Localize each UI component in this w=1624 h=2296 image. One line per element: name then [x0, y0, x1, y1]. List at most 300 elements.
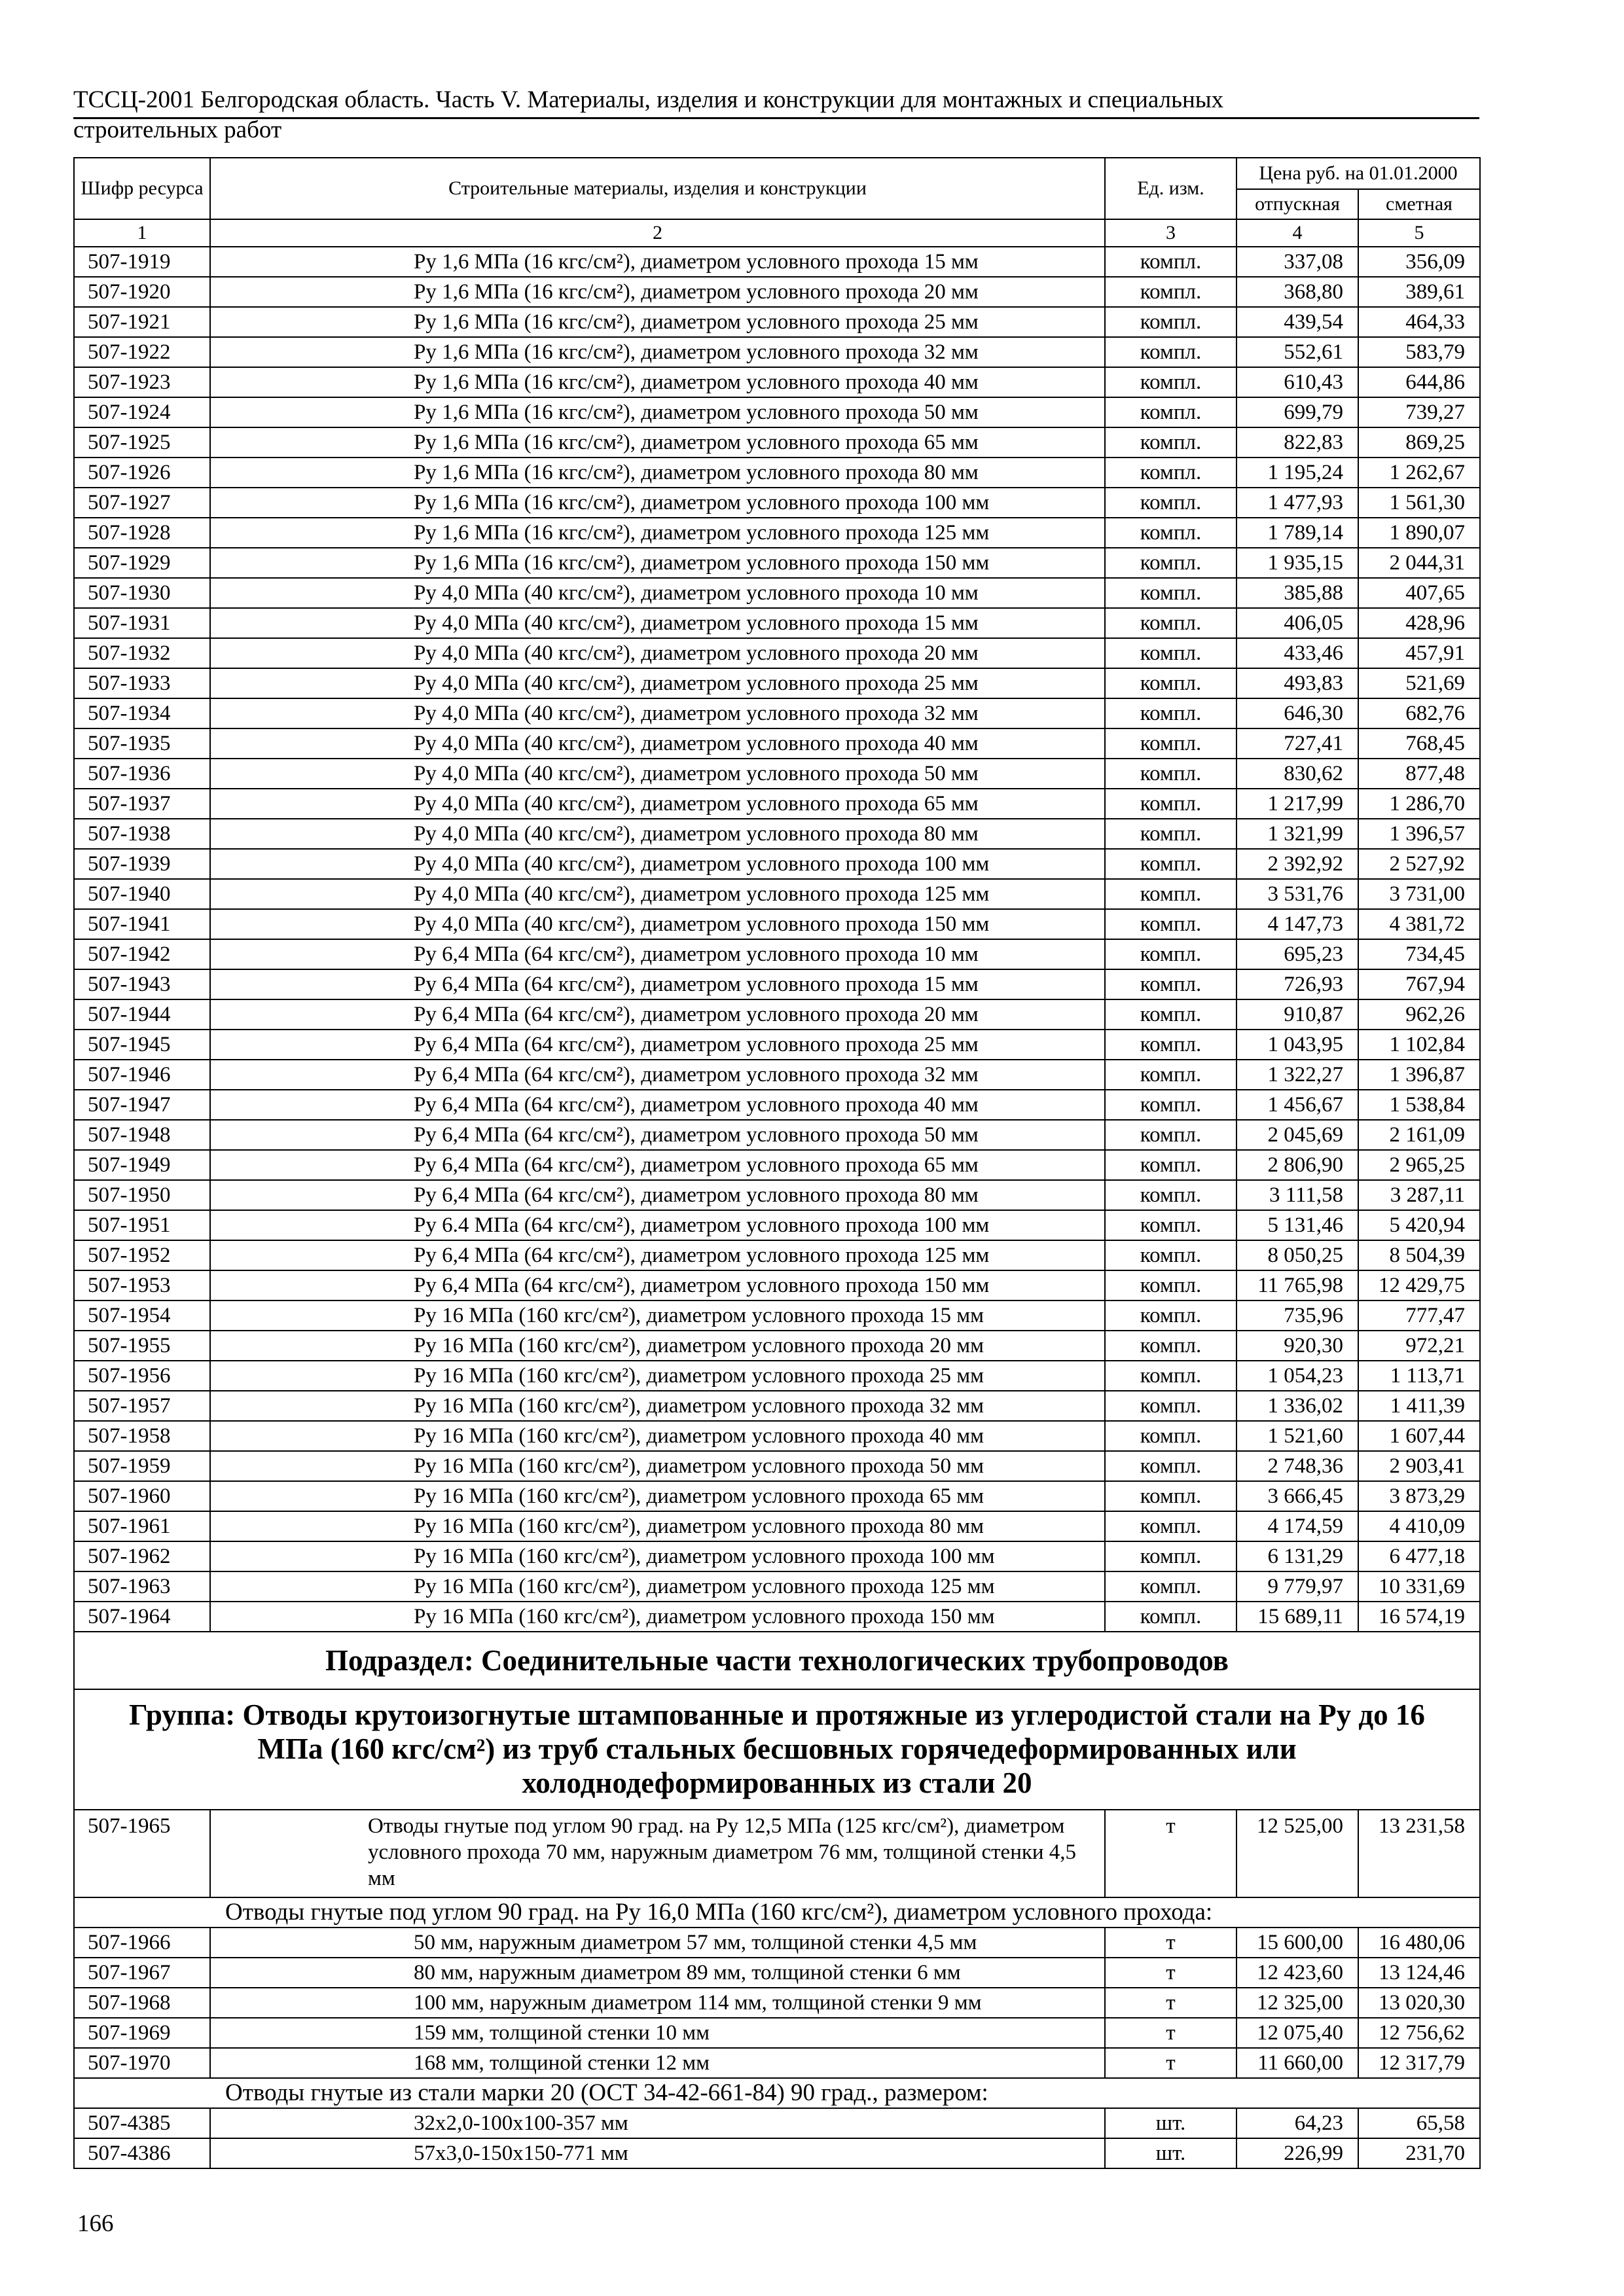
table-row [74, 1300, 1480, 1331]
resource-code: 507-1925 [74, 427, 210, 457]
estimate-price: 1 286,70 [1358, 789, 1480, 819]
release-price: 695,23 [1236, 939, 1358, 969]
table-row [74, 1210, 1480, 1240]
group-title: Группа: Отводы крутоизогнутые штампованные и протяжные из углеродистой стали на Ру до 16 МПа (160 кгс/см²) из труб стальных бесшовных горячедеформированных или холоднодеформированных из стали 20 [74, 1689, 1480, 1810]
unit-of-measure: шт. [1105, 2108, 1236, 2138]
release-price: 1 935,15 [1236, 548, 1358, 578]
table-row [74, 819, 1480, 849]
resource-code: 507-1970 [74, 2048, 210, 2078]
table-row [74, 1481, 1480, 1511]
release-price: 1 054,23 [1236, 1361, 1358, 1391]
unit-of-measure: компл. [1105, 1210, 1236, 1240]
table-row [74, 1988, 1480, 2018]
table-body-2 [74, 1928, 1480, 2078]
release-price: 4 174,59 [1236, 1511, 1358, 1541]
table-row [74, 2138, 1480, 2168]
table-row [74, 397, 1480, 427]
table-row [74, 578, 1480, 608]
resource-name: Ру 1,6 МПа (16 кгс/см²), диаметром условного прохода 100 мм [210, 488, 1105, 518]
estimate-price: 8 504,39 [1358, 1240, 1480, 1270]
release-price: 226,99 [1236, 2138, 1358, 2168]
resource-name: Ру 6,4 МПа (64 кгс/см²), диаметром условного прохода 10 мм [210, 939, 1105, 969]
table-row [74, 367, 1480, 397]
resource-name: Ру 16 МПа (160 кгс/см²), диаметром условного прохода 20 мм [210, 1331, 1105, 1361]
header-unit: Ед. изм. [1105, 158, 1236, 219]
release-price: 2 748,36 [1236, 1451, 1358, 1481]
resource-name: Ру 4,0 МПа (40 кгс/см²), диаметром условного прохода 125 мм [210, 879, 1105, 909]
column-number: 1 [74, 219, 210, 247]
resource-name: Отводы гнутые под углом 90 град. на Ру 12,5 МПа (125 кгс/см²), диаметром условного прохода 70 мм, наружным диаметром 76 мм, толщиной стенки 4,5 мм [210, 1810, 1105, 1897]
release-price: 385,88 [1236, 578, 1358, 608]
estimate-price: 65,58 [1358, 2108, 1480, 2138]
estimate-price: 1 607,44 [1358, 1421, 1480, 1451]
resource-name: 50 мм, наружным диаметром 57 мм, толщиной стенки 4,5 мм [210, 1928, 1105, 1958]
estimate-price: 777,47 [1358, 1300, 1480, 1331]
unit-of-measure: компл. [1105, 969, 1236, 999]
estimate-price: 2 965,25 [1358, 1150, 1480, 1180]
resource-name: Ру 4,0 МПа (40 кгс/см²), диаметром условного прохода 15 мм [210, 608, 1105, 638]
release-price: 15 689,11 [1236, 1602, 1358, 1632]
resource-name: Ру 16 МПа (160 кгс/см²), диаметром условного прохода 25 мм [210, 1361, 1105, 1391]
release-price: 12 525,00 [1236, 1810, 1358, 1897]
unit-of-measure: компл. [1105, 1361, 1236, 1391]
table-row [74, 879, 1480, 909]
resource-name: Ру 4,0 МПа (40 кгс/см²), диаметром условного прохода 32 мм [210, 698, 1105, 728]
unit-of-measure: компл. [1105, 909, 1236, 939]
resource-name: Ру 1,6 МПа (16 кгс/см²), диаметром условного прохода 32 мм [210, 337, 1105, 367]
estimate-price: 877,48 [1358, 759, 1480, 789]
resource-code: 507-1968 [74, 1988, 210, 2018]
table-row [74, 1240, 1480, 1270]
resource-code: 507-1921 [74, 307, 210, 337]
resource-name: 159 мм, толщиной стенки 10 мм [210, 2018, 1105, 2048]
resource-name: Ру 6,4 МПа (64 кгс/см²), диаметром условного прохода 65 мм [210, 1150, 1105, 1180]
estimate-price: 16 574,19 [1358, 1602, 1480, 1632]
estimate-price: 2 161,09 [1358, 1120, 1480, 1150]
unit-of-measure: компл. [1105, 1391, 1236, 1421]
estimate-price: 3 873,29 [1358, 1481, 1480, 1511]
estimate-price: 13 124,46 [1358, 1958, 1480, 1988]
release-price: 830,62 [1236, 759, 1358, 789]
table-row [74, 1958, 1480, 1988]
resource-code: 507-1966 [74, 1928, 210, 1958]
estimate-price: 13 231,58 [1358, 1810, 1480, 1897]
estimate-price: 869,25 [1358, 427, 1480, 457]
resource-code: 507-1955 [74, 1331, 210, 1361]
release-price: 439,54 [1236, 307, 1358, 337]
table-row [74, 638, 1480, 668]
resource-code: 507-1961 [74, 1511, 210, 1541]
resource-code: 507-1969 [74, 2018, 210, 2048]
table-row [74, 759, 1480, 789]
page-number: 166 [77, 2210, 114, 2237]
group-caption: Отводы гнутые из стали марки 20 (ОСТ 34-42-661-84) 90 град., размером: [74, 2078, 1480, 2108]
resource-code: 507-1932 [74, 638, 210, 668]
estimate-price: 3 731,00 [1358, 879, 1480, 909]
header-price: Цена руб. на 01.01.2000 [1236, 158, 1480, 189]
resource-name: Ру 1,6 МПа (16 кгс/см²), диаметром условного прохода 65 мм [210, 427, 1105, 457]
resource-name: Ру 4,0 МПа (40 кгс/см²), диаметром условного прохода 40 мм [210, 728, 1105, 759]
header-code: Шифр ресурса [74, 158, 210, 219]
estimate-price: 3 287,11 [1358, 1180, 1480, 1210]
resource-name: Ру 6.4 МПа (64 кгс/см²), диаметром условного прохода 100 мм [210, 1210, 1105, 1240]
resource-name: Ру 1,6 МПа (16 кгс/см²), диаметром условного прохода 15 мм [210, 247, 1105, 277]
resource-code: 507-1941 [74, 909, 210, 939]
resource-name: Ру 6,4 МПа (64 кгс/см²), диаметром условного прохода 80 мм [210, 1180, 1105, 1210]
release-price: 11 765,98 [1236, 1270, 1358, 1300]
group-caption-row [74, 2078, 1480, 2108]
table-row [74, 1060, 1480, 1090]
release-price: 1 043,95 [1236, 1030, 1358, 1060]
estimate-price: 2 903,41 [1358, 1451, 1480, 1481]
unit-of-measure: компл. [1105, 939, 1236, 969]
resource-name: Ру 4,0 МПа (40 кгс/см²), диаметром условного прохода 150 мм [210, 909, 1105, 939]
table-header-row [74, 158, 1480, 189]
resource-code: 507-1948 [74, 1120, 210, 1150]
subsection-row [74, 1632, 1480, 1689]
price-table [73, 157, 1479, 2169]
release-price: 1 456,67 [1236, 1090, 1358, 1120]
resource-name: Ру 6,4 МПа (64 кгс/см²), диаметром условного прохода 40 мм [210, 1090, 1105, 1120]
table-row [74, 307, 1480, 337]
resource-name: Ру 4,0 МПа (40 кгс/см²), диаметром условного прохода 10 мм [210, 578, 1105, 608]
estimate-price: 1 890,07 [1358, 518, 1480, 548]
resource-code: 507-1936 [74, 759, 210, 789]
release-price: 3 531,76 [1236, 879, 1358, 909]
estimate-price: 16 480,06 [1358, 1928, 1480, 1958]
table-row [74, 789, 1480, 819]
release-price: 337,08 [1236, 247, 1358, 277]
unit-of-measure: компл. [1105, 1602, 1236, 1632]
estimate-price: 682,76 [1358, 698, 1480, 728]
resource-code: 507-1928 [74, 518, 210, 548]
unit-of-measure: компл. [1105, 1300, 1236, 1331]
resource-code: 507-1927 [74, 488, 210, 518]
unit-of-measure: компл. [1105, 668, 1236, 698]
table-row [74, 1391, 1480, 1421]
header-release-price: отпускная [1236, 189, 1358, 219]
estimate-price: 464,33 [1358, 307, 1480, 337]
unit-of-measure: компл. [1105, 1571, 1236, 1602]
resource-name: 80 мм, наружным диаметром 89 мм, толщиной стенки 6 мм [210, 1958, 1105, 1988]
unit-of-measure: т [1105, 1810, 1236, 1897]
resource-code: 507-1919 [74, 247, 210, 277]
resource-code: 507-4385 [74, 2108, 210, 2138]
release-price: 64,23 [1236, 2108, 1358, 2138]
resource-code: 507-1946 [74, 1060, 210, 1090]
resource-name: 32х2,0-100х100-357 мм [210, 2108, 1105, 2138]
table-row [74, 1331, 1480, 1361]
estimate-price: 1 262,67 [1358, 457, 1480, 488]
table-row [74, 728, 1480, 759]
unit-of-measure: компл. [1105, 277, 1236, 307]
unit-of-measure: компл. [1105, 457, 1236, 488]
resource-code: 507-1954 [74, 1300, 210, 1331]
release-price: 9 779,97 [1236, 1571, 1358, 1602]
unit-of-measure: компл. [1105, 728, 1236, 759]
release-price: 920,30 [1236, 1331, 1358, 1361]
release-price: 368,80 [1236, 277, 1358, 307]
estimate-price: 1 102,84 [1358, 1030, 1480, 1060]
estimate-price: 356,09 [1358, 247, 1480, 277]
resource-code: 507-1937 [74, 789, 210, 819]
resource-code: 507-1959 [74, 1451, 210, 1481]
table-row [74, 1810, 1480, 1897]
unit-of-measure: компл. [1105, 608, 1236, 638]
group-caption-row [74, 1897, 1480, 1928]
header-name: Строительные материалы, изделия и конструкции [210, 158, 1105, 219]
unit-of-measure: компл. [1105, 1090, 1236, 1120]
unit-of-measure: компл. [1105, 367, 1236, 397]
resource-code: 507-1956 [74, 1361, 210, 1391]
resource-name: Ру 6,4 МПа (64 кгс/см²), диаметром условного прохода 125 мм [210, 1240, 1105, 1270]
estimate-price: 12 756,62 [1358, 2018, 1480, 2048]
estimate-price: 4 381,72 [1358, 909, 1480, 939]
release-price: 6 131,29 [1236, 1541, 1358, 1571]
resource-name: Ру 1,6 МПа (16 кгс/см²), диаметром условного прохода 125 мм [210, 518, 1105, 548]
release-price: 4 147,73 [1236, 909, 1358, 939]
resource-name: Ру 16 МПа (160 кгс/см²), диаметром условного прохода 100 мм [210, 1541, 1105, 1571]
resource-code: 507-1938 [74, 819, 210, 849]
resource-code: 507-1926 [74, 457, 210, 488]
header-estimate-price: сметная [1358, 189, 1480, 219]
resource-code: 507-1960 [74, 1481, 210, 1511]
release-price: 1 321,99 [1236, 819, 1358, 849]
unit-of-measure: компл. [1105, 247, 1236, 277]
resource-code: 507-1951 [74, 1210, 210, 1240]
release-price: 3 666,45 [1236, 1481, 1358, 1511]
release-price: 822,83 [1236, 427, 1358, 457]
table-row [74, 909, 1480, 939]
table-row [74, 548, 1480, 578]
resource-code: 507-4386 [74, 2138, 210, 2168]
table-body [74, 247, 1480, 1632]
release-price: 726,93 [1236, 969, 1358, 999]
resource-code: 507-1967 [74, 1958, 210, 1988]
release-price: 11 660,00 [1236, 2048, 1358, 2078]
resource-code: 507-1933 [74, 668, 210, 698]
unit-of-measure: компл. [1105, 1331, 1236, 1361]
unit-of-measure: компл. [1105, 698, 1236, 728]
resource-code: 507-1930 [74, 578, 210, 608]
release-price: 646,30 [1236, 698, 1358, 728]
release-price: 2 806,90 [1236, 1150, 1358, 1180]
table-row [74, 457, 1480, 488]
unit-of-measure: компл. [1105, 759, 1236, 789]
estimate-price: 1 113,71 [1358, 1361, 1480, 1391]
resource-name: Ру 6,4 МПа (64 кгс/см²), диаметром условного прохода 150 мм [210, 1270, 1105, 1300]
table-body-3 [74, 2108, 1480, 2168]
table-row [74, 1541, 1480, 1571]
table-row [74, 2108, 1480, 2138]
estimate-price: 1 411,39 [1358, 1391, 1480, 1421]
table-row [74, 427, 1480, 457]
column-number: 5 [1358, 219, 1480, 247]
estimate-price: 1 561,30 [1358, 488, 1480, 518]
resource-code: 507-1947 [74, 1090, 210, 1120]
estimate-price: 1 538,84 [1358, 1090, 1480, 1120]
estimate-price: 583,79 [1358, 337, 1480, 367]
table-row [74, 999, 1480, 1030]
estimate-price: 231,70 [1358, 2138, 1480, 2168]
unit-of-measure: компл. [1105, 1511, 1236, 1541]
resource-name: Ру 16 МПа (160 кгс/см²), диаметром условного прохода 15 мм [210, 1300, 1105, 1331]
release-price: 610,43 [1236, 367, 1358, 397]
release-price: 735,96 [1236, 1300, 1358, 1331]
resource-code: 507-1944 [74, 999, 210, 1030]
unit-of-measure: компл. [1105, 307, 1236, 337]
resource-code: 507-1957 [74, 1391, 210, 1421]
estimate-price: 5 420,94 [1358, 1210, 1480, 1240]
resource-name: Ру 1,6 МПа (16 кгс/см²), диаметром условного прохода 50 мм [210, 397, 1105, 427]
unit-of-measure: компл. [1105, 1270, 1236, 1300]
estimate-price: 734,45 [1358, 939, 1480, 969]
release-price: 1 789,14 [1236, 518, 1358, 548]
unit-of-measure: компл. [1105, 1481, 1236, 1511]
table-row [74, 247, 1480, 277]
resource-name: Ру 16 МПа (160 кгс/см²), диаметром условного прохода 32 мм [210, 1391, 1105, 1421]
table-row [74, 2018, 1480, 2048]
resource-name: Ру 16 МПа (160 кгс/см²), диаметром условного прохода 65 мм [210, 1481, 1105, 1511]
table-row [74, 1361, 1480, 1391]
header-line-2: строительных работ [73, 117, 282, 143]
unit-of-measure: компл. [1105, 1120, 1236, 1150]
table-row [74, 1120, 1480, 1150]
resource-code: 507-1962 [74, 1541, 210, 1571]
estimate-price: 1 396,87 [1358, 1060, 1480, 1090]
resource-code: 507-1934 [74, 698, 210, 728]
resource-name: 100 мм, наружным диаметром 114 мм, толщиной стенки 9 мм [210, 1988, 1105, 2018]
unit-of-measure: компл. [1105, 1030, 1236, 1060]
unit-of-measure: компл. [1105, 1180, 1236, 1210]
resource-name: 168 мм, толщиной стенки 12 мм [210, 2048, 1105, 2078]
release-price: 727,41 [1236, 728, 1358, 759]
table-row [74, 518, 1480, 548]
subsection-title: Подраздел: Соединительные части технологических трубопроводов [74, 1632, 1480, 1689]
resource-code: 507-1931 [74, 608, 210, 638]
resource-name: Ру 6,4 МПа (64 кгс/см²), диаметром условного прохода 50 мм [210, 1120, 1105, 1150]
release-price: 1 322,27 [1236, 1060, 1358, 1090]
unit-of-measure: компл. [1105, 548, 1236, 578]
table-row [74, 698, 1480, 728]
table-row [74, 939, 1480, 969]
estimate-price: 2 527,92 [1358, 849, 1480, 879]
release-price: 15 600,00 [1236, 1928, 1358, 1958]
table-row [74, 849, 1480, 879]
subsection-body [74, 1632, 1480, 1928]
table-row [74, 1451, 1480, 1481]
resource-name: 57х3,0-150х150-771 мм [210, 2138, 1105, 2168]
release-price: 1 336,02 [1236, 1391, 1358, 1421]
table-row [74, 1030, 1480, 1060]
resource-name: Ру 16 МПа (160 кгс/см²), диаметром условного прохода 125 мм [210, 1571, 1105, 1602]
unit-of-measure: т [1105, 1988, 1236, 2018]
release-price: 2 045,69 [1236, 1120, 1358, 1150]
column-number: 4 [1236, 219, 1358, 247]
estimate-price: 962,26 [1358, 999, 1480, 1030]
unit-of-measure: компл. [1105, 819, 1236, 849]
resource-name: Ру 4,0 МПа (40 кгс/см²), диаметром условного прохода 20 мм [210, 638, 1105, 668]
table-row [74, 1421, 1480, 1451]
unit-of-measure: компл. [1105, 1240, 1236, 1270]
table-row [74, 969, 1480, 999]
estimate-price: 768,45 [1358, 728, 1480, 759]
resource-name: Ру 6,4 МПа (64 кгс/см²), диаметром условного прохода 15 мм [210, 969, 1105, 999]
resource-name: Ру 4,0 МПа (40 кгс/см²), диаметром условного прохода 25 мм [210, 668, 1105, 698]
estimate-price: 428,96 [1358, 608, 1480, 638]
unit-of-measure: компл. [1105, 427, 1236, 457]
release-price: 1 477,93 [1236, 488, 1358, 518]
resource-code: 507-1924 [74, 397, 210, 427]
estimate-price: 521,69 [1358, 668, 1480, 698]
unit-of-measure: компл. [1105, 879, 1236, 909]
release-price: 12 075,40 [1236, 2018, 1358, 2048]
resource-name: Ру 1,6 МПа (16 кгс/см²), диаметром условного прохода 25 мм [210, 307, 1105, 337]
resource-name: Ру 16 МПа (160 кгс/см²), диаметром условного прохода 150 мм [210, 1602, 1105, 1632]
unit-of-measure: компл. [1105, 397, 1236, 427]
resource-code: 507-1940 [74, 879, 210, 909]
release-price: 12 423,60 [1236, 1958, 1358, 1988]
unit-of-measure: т [1105, 1958, 1236, 1988]
unit-of-measure: компл. [1105, 849, 1236, 879]
page-header [73, 85, 1479, 145]
resource-code: 507-1939 [74, 849, 210, 879]
resource-code: 507-1942 [74, 939, 210, 969]
estimate-price: 4 410,09 [1358, 1511, 1480, 1541]
caption-body [74, 2078, 1480, 2108]
resource-code: 507-1922 [74, 337, 210, 367]
estimate-price: 2 044,31 [1358, 548, 1480, 578]
release-price: 433,46 [1236, 638, 1358, 668]
header-line-1: ТССЦ-2001 Белгородская область. Часть V. Материалы, изделия и конструкции для монтажных и специальных [73, 86, 1224, 113]
table-row [74, 1180, 1480, 1210]
resource-name: Ру 1,6 МПа (16 кгс/см²), диаметром условного прохода 20 мм [210, 277, 1105, 307]
unit-of-measure: компл. [1105, 638, 1236, 668]
resource-code: 507-1945 [74, 1030, 210, 1060]
release-price: 3 111,58 [1236, 1180, 1358, 1210]
resource-code: 507-1952 [74, 1240, 210, 1270]
estimate-price: 1 396,57 [1358, 819, 1480, 849]
release-price: 493,83 [1236, 668, 1358, 698]
resource-name: Ру 1,6 МПа (16 кгс/см²), диаметром условного прохода 150 мм [210, 548, 1105, 578]
resource-code: 507-1963 [74, 1571, 210, 1602]
unit-of-measure: компл. [1105, 1451, 1236, 1481]
resource-name: Ру 6,4 МПа (64 кгс/см²), диаметром условного прохода 25 мм [210, 1030, 1105, 1060]
group-row [74, 1689, 1480, 1810]
release-price: 2 392,92 [1236, 849, 1358, 879]
table-row [74, 668, 1480, 698]
table-row [74, 608, 1480, 638]
release-price: 1 521,60 [1236, 1421, 1358, 1451]
unit-of-measure: шт. [1105, 2138, 1236, 2168]
resource-code: 507-1950 [74, 1180, 210, 1210]
release-price: 910,87 [1236, 999, 1358, 1030]
unit-of-measure: т [1105, 2018, 1236, 2048]
estimate-price: 12 429,75 [1358, 1270, 1480, 1300]
resource-code: 507-1958 [74, 1421, 210, 1451]
estimate-price: 6 477,18 [1358, 1541, 1480, 1571]
unit-of-measure: компл. [1105, 1150, 1236, 1180]
group-caption: Отводы гнутые под углом 90 град. на Ру 16,0 МПа (160 кгс/см²), диаметром условного прохода: [74, 1897, 1480, 1928]
resource-name: Ру 1,6 МПа (16 кгс/см²), диаметром условного прохода 40 мм [210, 367, 1105, 397]
resource-name: Ру 16 МПа (160 кгс/см²), диаметром условного прохода 80 мм [210, 1511, 1105, 1541]
unit-of-measure: т [1105, 1928, 1236, 1958]
estimate-price: 407,65 [1358, 578, 1480, 608]
resource-name: Ру 6,4 МПа (64 кгс/см²), диаметром условного прохода 32 мм [210, 1060, 1105, 1090]
estimate-price: 10 331,69 [1358, 1571, 1480, 1602]
resource-name: Ру 4,0 МПа (40 кгс/см²), диаметром условного прохода 50 мм [210, 759, 1105, 789]
resource-name: Ру 6,4 МПа (64 кгс/см²), диаметром условного прохода 20 мм [210, 999, 1105, 1030]
